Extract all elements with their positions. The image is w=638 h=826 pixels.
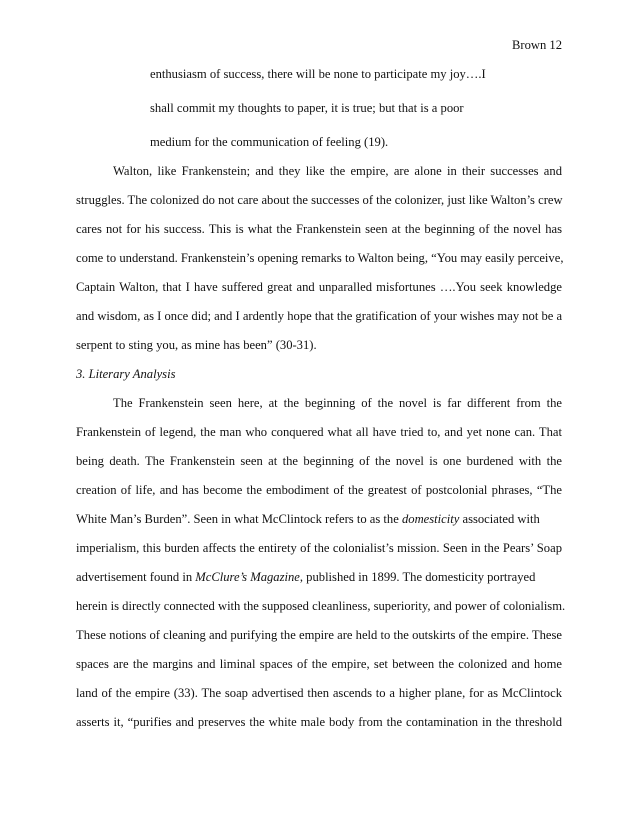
body-line	[76, 511, 562, 527]
body-line: Frankenstein of legend, the man who conquered what all have tried to, and yet none can. That	[76, 425, 562, 439]
italic-title: McClure’s Magazine	[195, 570, 300, 584]
running-head: Brown 12	[511, 38, 562, 52]
italic-term: domesticity	[401, 512, 460, 526]
body-line: being death. The Frankenstein seen at the beginning of the novel is one burdened with the	[76, 454, 562, 468]
text-run: advertisement found in	[76, 570, 193, 584]
body-line: The Frankenstein seen here, at the beginning of the novel is far different from the	[113, 396, 562, 410]
body-line: Captain Walton, that I have suffered great and unparalled misfortunes ….You seek knowledge	[76, 280, 562, 294]
body-line: Walton, like Frankenstein; and they like the empire, are alone in their successes and	[113, 164, 562, 178]
quote-line: shall commit my thoughts to paper, it is true; but that is a poor	[150, 101, 464, 115]
body-line: creation of life, and has become the embodiment of the greatest of postcolonial phrases, “The	[76, 483, 562, 497]
text-run: associated with	[462, 512, 540, 526]
quote-line: enthusiasm of success, there will be none to participate my joy….I	[150, 67, 486, 81]
body-line: serpent to sting you, as mine has been” (30-31).	[76, 338, 317, 352]
body-line: These notions of cleaning and purifying the empire are held to the outskirts of the empire. These	[76, 628, 562, 642]
body-line: land of the empire (33). The soap advertised then ascends to a higher plane, for as McClintock	[76, 686, 562, 700]
section-heading: 3. Literary Analysis	[76, 367, 176, 381]
body-line	[76, 569, 562, 585]
body-line: struggles. The colonized do not care about the successes of the colonizer, just like Walton’s crew	[76, 193, 563, 207]
body-line: come to understand. Frankenstein’s opening remarks to Walton being, “You may easily perceive,	[76, 251, 564, 265]
body-line: and wisdom, as I once did; and I ardently hope that the gratification of your wishes may not be a	[76, 309, 563, 323]
text-run: , published in 1899. The domesticity portrayed	[299, 570, 536, 584]
body-line: herein is directly connected with the supposed cleanliness, superiority, and power of colonialism.	[76, 599, 566, 613]
text-run: White Man’s Burden”. Seen in what McClintock refers to as the	[76, 512, 399, 526]
body-line: imperialism, this burden affects the entirety of the colonialist’s mission. Seen in the Pears’ Soap	[76, 541, 562, 555]
body-line: asserts it, “purifies and preserves the white male body from the contamination in the threshold	[76, 715, 562, 729]
quote-line: medium for the communication of feeling (19).	[150, 135, 389, 149]
body-line: cares not for his success. This is what the Frankenstein seen at the beginning of the novel has	[76, 222, 562, 236]
body-line: spaces are the margins and liminal spaces of the empire, set between the colonized and home	[76, 657, 562, 671]
